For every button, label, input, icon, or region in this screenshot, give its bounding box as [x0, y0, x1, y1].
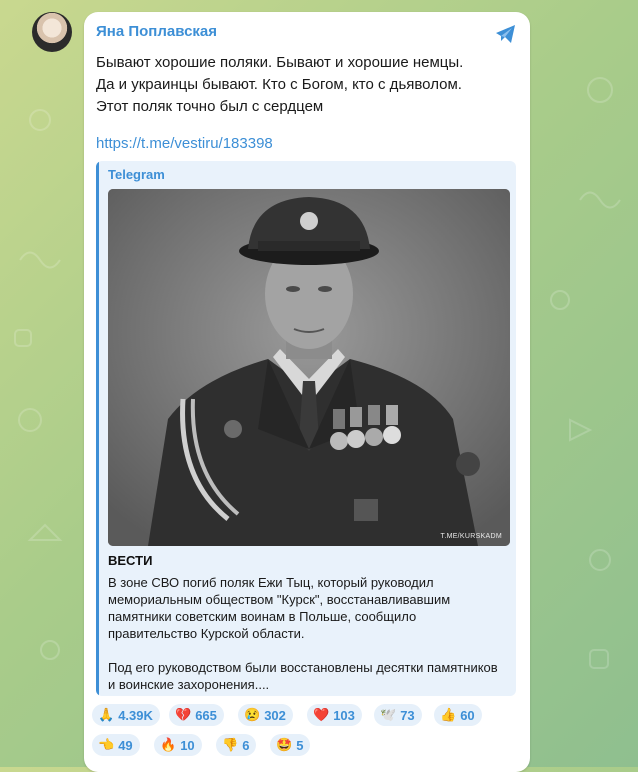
- reaction-count: 103: [333, 707, 355, 723]
- reaction-count: 49: [118, 737, 133, 753]
- message-link[interactable]: https://t.me/vestiru/183398: [96, 135, 273, 152]
- preview-photo[interactable]: [108, 189, 510, 546]
- link-preview[interactable]: [96, 161, 516, 696]
- reaction-count: 60: [460, 707, 475, 723]
- reaction-thumbs-down[interactable]: [216, 734, 256, 756]
- sender-avatar[interactable]: [32, 12, 72, 52]
- reaction-fire[interactable]: [154, 734, 202, 756]
- message-text: Бывают хорошие поляки. Бывают и хорошие немцы. Да и украинцы бывают. Кто с Богом, кто с дьяволом. Этот поляк точно был с сердцем: [96, 54, 464, 115]
- crying-face-icon: 😢: [244, 707, 261, 722]
- broken-heart-icon: 💔: [175, 707, 192, 722]
- preview-title: ВЕСТИ: [108, 553, 153, 568]
- star-struck-icon: 🤩: [276, 737, 293, 752]
- reaction-crying-face[interactable]: [238, 704, 293, 726]
- reaction-pointing-hand[interactable]: [92, 734, 140, 756]
- reaction-count: 5: [296, 737, 304, 753]
- sender-name[interactable]: Яна Поплавская: [96, 23, 218, 40]
- folded-hands-icon: 🙏: [98, 707, 115, 722]
- dove-icon: 🕊️: [380, 707, 397, 722]
- pointing-hand-icon: 👈: [98, 737, 115, 752]
- reaction-red-heart[interactable]: [307, 704, 362, 726]
- reaction-count: 302: [264, 707, 286, 723]
- thumbs-up-icon: 👍: [440, 707, 457, 722]
- reaction-count: 73: [400, 707, 415, 723]
- reaction-count: 4.39K: [118, 707, 153, 723]
- preview-accent-bar: [96, 161, 99, 696]
- reaction-count: 10: [180, 737, 195, 753]
- red-heart-icon: ❤️: [313, 707, 330, 722]
- reaction-thumbs-up[interactable]: [434, 704, 482, 726]
- fire-icon: 🔥: [160, 737, 177, 752]
- officer-photo-illustration: [108, 189, 510, 546]
- preview-description: В зоне СВО погиб поляк Ежи Тыц, который руководил мемориальным обществом "Курск", восстанавливавшим памятники советским воинам в Польше, сообщило правительство Курской области. Под его руководством были восстановлены десятки памятников и воинские захоронения....: [108, 575, 498, 692]
- reaction-broken-heart[interactable]: [169, 704, 224, 726]
- reaction-count: 6: [242, 737, 250, 753]
- reaction-count: 665: [195, 707, 217, 723]
- preview-site-name: Telegram: [108, 167, 165, 182]
- photo-watermark: T.ME/KURSKADM: [440, 533, 502, 540]
- thumbs-down-icon: 👎: [222, 737, 239, 752]
- share-icon[interactable]: [494, 22, 518, 46]
- reaction-dove[interactable]: [374, 704, 422, 726]
- reaction-folded-hands[interactable]: [92, 704, 160, 726]
- message-bubble: [84, 12, 530, 772]
- reaction-star-struck[interactable]: [270, 734, 310, 756]
